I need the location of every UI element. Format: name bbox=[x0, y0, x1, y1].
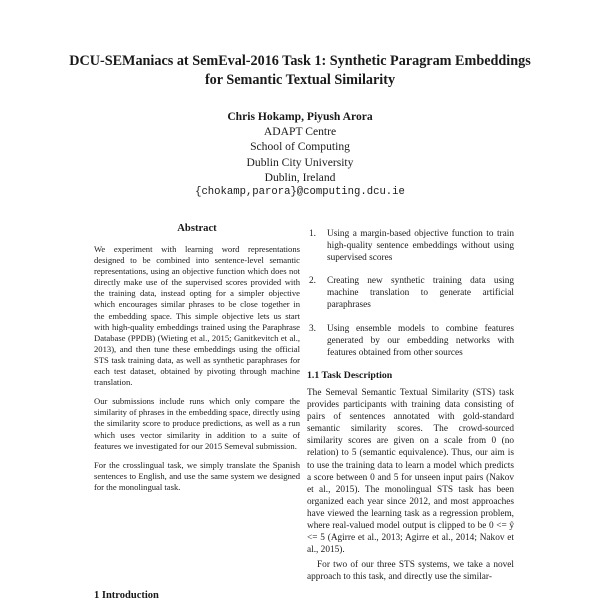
affiliation-location: Dublin, Ireland bbox=[264, 170, 336, 184]
list-text: Using ensemble models to combine features generated by our embedding networks with features obtained from other sources bbox=[327, 323, 514, 358]
abstract-paragraph-3: For the crosslingual task, we simply translate the Spanish sentences to English, and use the same system we designed for the monolingual task. bbox=[94, 459, 300, 492]
list-number: 1. bbox=[309, 229, 316, 239]
list-text: Using a margin-based objective function to train high-quality sentence embeddings without using supervised scores bbox=[327, 229, 514, 264]
affiliation-school: School of Computing bbox=[250, 140, 350, 154]
affiliation-university: Dublin City University bbox=[246, 155, 354, 169]
author-email: {chokamp,parora}@computing.dcu.ie bbox=[195, 186, 405, 199]
introduction-heading: 1 Introduction bbox=[94, 590, 159, 601]
list-number: 2. bbox=[309, 276, 316, 287]
left-column bbox=[94, 222, 300, 501]
contribution-item-1 bbox=[307, 228, 514, 264]
title-line-1: DCU-SEManiacs at SemEval-2016 Task 1: Synthetic Paragram Embeddings bbox=[69, 53, 531, 69]
abstract-heading: Abstract bbox=[177, 223, 217, 234]
affiliation-centre: ADAPT Centre bbox=[263, 125, 337, 139]
author-names: Chris Hokamp, Piyush Arora bbox=[227, 110, 373, 123]
task-description-paragraph-1: The Semeval Semantic Textual Similarity (STS) task provides participants with training data consisting of pairs of sentences annotated with gold-standard semantic similarity scores. The crowd-sourced similarity scores are given on a scale from 0 (no relation) to 5 (semantic equivalence). Thus, our aim is to use the training data to learn a model which predicts a score between 0 and 5 for unseen input pairs (Nakov et al., 2015). The monolingual STS task has been organized each year since 2012, and most approaches have viewed the learning task as a regression problem, where real-valued model output is clipped to be 0 <= ŷ <= 5 (Agirre et al., 2013; Agirre et al., 2014; Nakov et al., 2015). bbox=[307, 387, 514, 556]
paper-title bbox=[40, 52, 560, 90]
task-description-paragraph-2: For two of our three STS systems, we take a novel approach to this task, and directly use the similar- bbox=[307, 560, 514, 583]
right-column bbox=[307, 228, 514, 591]
contribution-item-3 bbox=[307, 323, 514, 359]
list-text: Creating new synthetic training data using machine translation to generate artificial paraphrases bbox=[327, 276, 514, 311]
list-number: 3. bbox=[309, 323, 316, 334]
task-description-heading: 1.1 Task Description bbox=[307, 369, 393, 381]
title-line-2: for Semantic Textual Similarity bbox=[204, 72, 396, 88]
author-block bbox=[100, 109, 500, 200]
abstract-paragraph-1: We experiment with learning word representations designed to be combined into sentence-level semantic representations, using an objective function which does not directly make use of the supervised scores provided with the training data, instead opting for a simpler objective which encourages similar phrases to be close together in the embedding space. This simple objective lets us start with high-quality embeddings trained using the Paraphrase Database (PPDB) (Wieting et al., 2015; Ganitkevitch et al., 2013), and then tune these embeddings using the official STS task training data, as well as synthetic paraphrases for each test dataset, obtained by pivoting through machine translation. bbox=[94, 244, 300, 388]
abstract-paragraph-2: Our submissions include runs which only compare the similarity of phrases in the embedding space, directly using the similarity score to produce predictions, as well as a run which uses vector similarity in addition to a suite of features we investigated for our 2015 Semeval submission. bbox=[94, 396, 300, 451]
contribution-item-2 bbox=[307, 275, 514, 311]
